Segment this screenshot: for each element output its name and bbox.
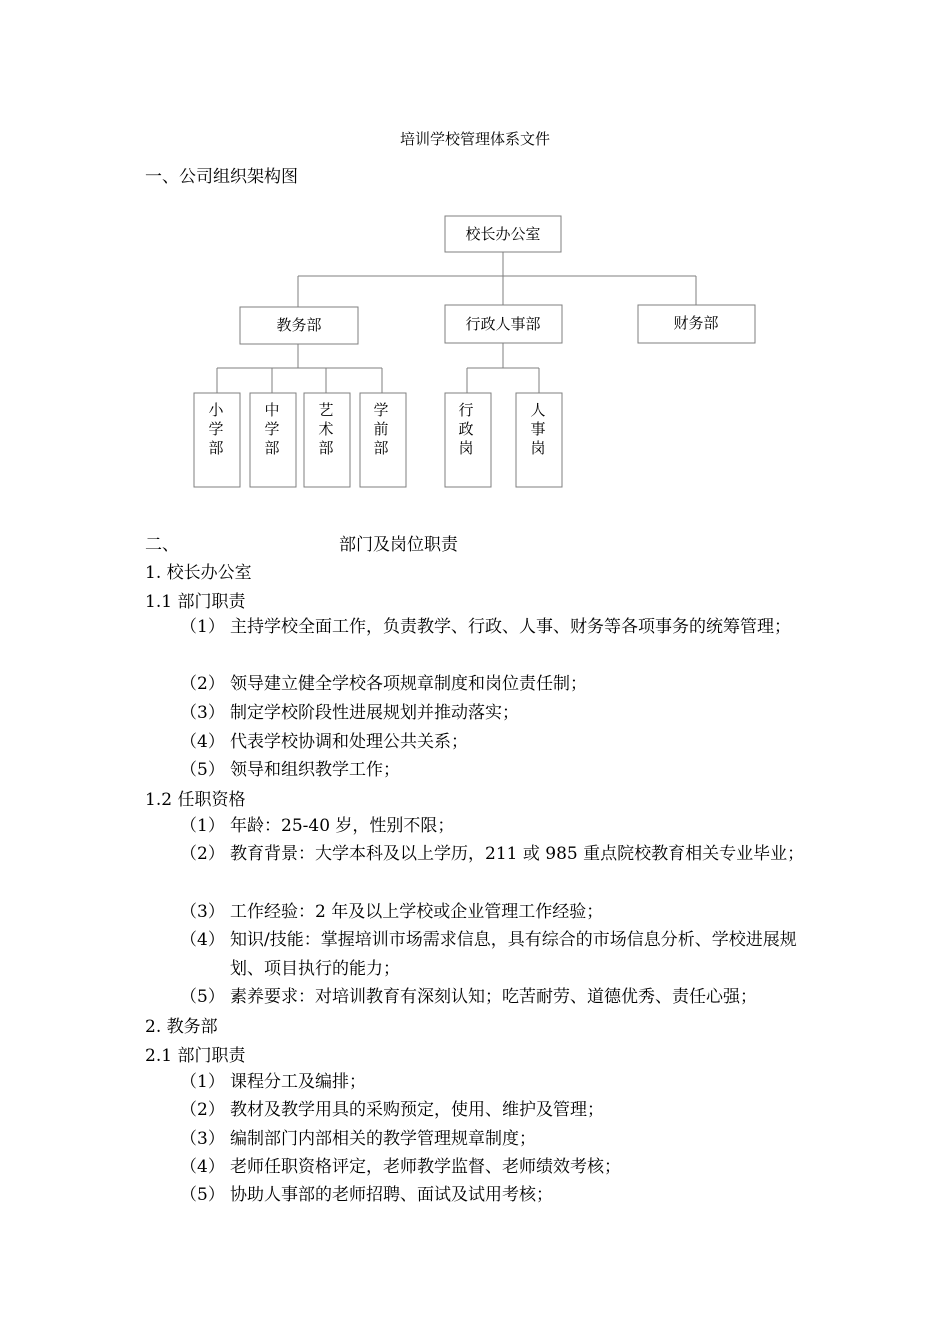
subsection-title: 1.1 部门职责 [145, 592, 246, 612]
subsection-title: 2. 教务部 [145, 1017, 218, 1037]
list-item: （1） 课程分工及编排； [180, 1072, 366, 1092]
subsection-title: 2.1 部门职责 [145, 1046, 246, 1066]
org-node-teaching-unit [360, 393, 406, 487]
org-node-admin-unit [445, 393, 491, 487]
section1-heading: 一、公司组织架构图 [145, 167, 298, 187]
list-item: （5） 素养要求：对培训教育有深刻认知；吃苦耐劳、道德优秀、责任心强； [180, 987, 757, 1007]
list-item: （1） 年龄：25-40 岁，性别不限； [180, 816, 455, 836]
list-item: （5） 领导和组织教学工作； [180, 760, 400, 780]
section2-heading-text: 部门及岗位职责 [339, 535, 458, 555]
org-node-teaching-unit [304, 393, 350, 487]
svg-text:财务部: 财务部 [673, 314, 719, 332]
document-title: 培训学校管理体系文件 [399, 130, 550, 148]
list-item: （3） 编制部门内部相关的教学管理规章制度； [180, 1129, 536, 1149]
svg-text:教务部: 教务部 [276, 316, 322, 334]
svg-text:中学部: 中学部 [264, 401, 280, 457]
section2-heading-number: 二、 [145, 535, 179, 555]
list-item: （4） 代表学校协调和处理公共关系； [180, 732, 468, 752]
list-item: （4） 知识/技能：掌握培训市场需求信息，具有综合的市场信息分析、学校进展规划、项目执行的能力； [180, 930, 797, 979]
org-node-finance-dept [638, 305, 755, 343]
svg-text:行政岗: 行政岗 [458, 401, 474, 457]
svg-text:校长办公室: 校长办公室 [465, 225, 541, 243]
subsection-title: 1.2 任职资格 [145, 790, 246, 810]
list-item: （5） 协助人事部的老师招聘、面试及试用考核； [180, 1185, 553, 1205]
svg-text:行政人事部: 行政人事部 [465, 315, 541, 333]
list-item: （2） 教材及教学用具的采购预定，使用、维护及管理； [180, 1100, 604, 1120]
org-node-root [445, 216, 561, 252]
list-item: （1） 主持学校全面工作，负责教学、行政、人事、财务等各项事务的统筹管理； [180, 617, 791, 637]
svg-text:人事岗: 人事岗 [530, 401, 546, 457]
list-item: （3） 制定学校阶段性进展规划并推动落实； [180, 703, 519, 723]
list-item: （4） 老师任职资格评定，老师教学监督、老师绩效考核； [180, 1157, 621, 1177]
org-node-teaching-unit [194, 393, 240, 487]
svg-text:学前部: 学前部 [373, 401, 389, 457]
section2-heading [145, 530, 745, 555]
org-node-admin-unit [516, 393, 562, 487]
list-item: （2） 教育背景：大学本科及以上学历，211 或 985 重点院校教育相关专业毕业； [180, 844, 805, 864]
svg-text:艺术部: 艺术部 [318, 401, 334, 457]
svg-text:小学部: 小学部 [208, 401, 224, 457]
subsection-title: 1. 校长办公室 [145, 563, 252, 583]
org-node-teaching-unit [250, 393, 296, 487]
list-item: （2） 领导建立健全学校各项规章制度和岗位责任制； [180, 674, 587, 694]
org-node-teaching-dept [240, 307, 358, 344]
list-item: （3） 工作经验：2 年及以上学校或企业管理工作经验； [180, 902, 604, 922]
org-node-admin-hr-dept [445, 305, 562, 343]
